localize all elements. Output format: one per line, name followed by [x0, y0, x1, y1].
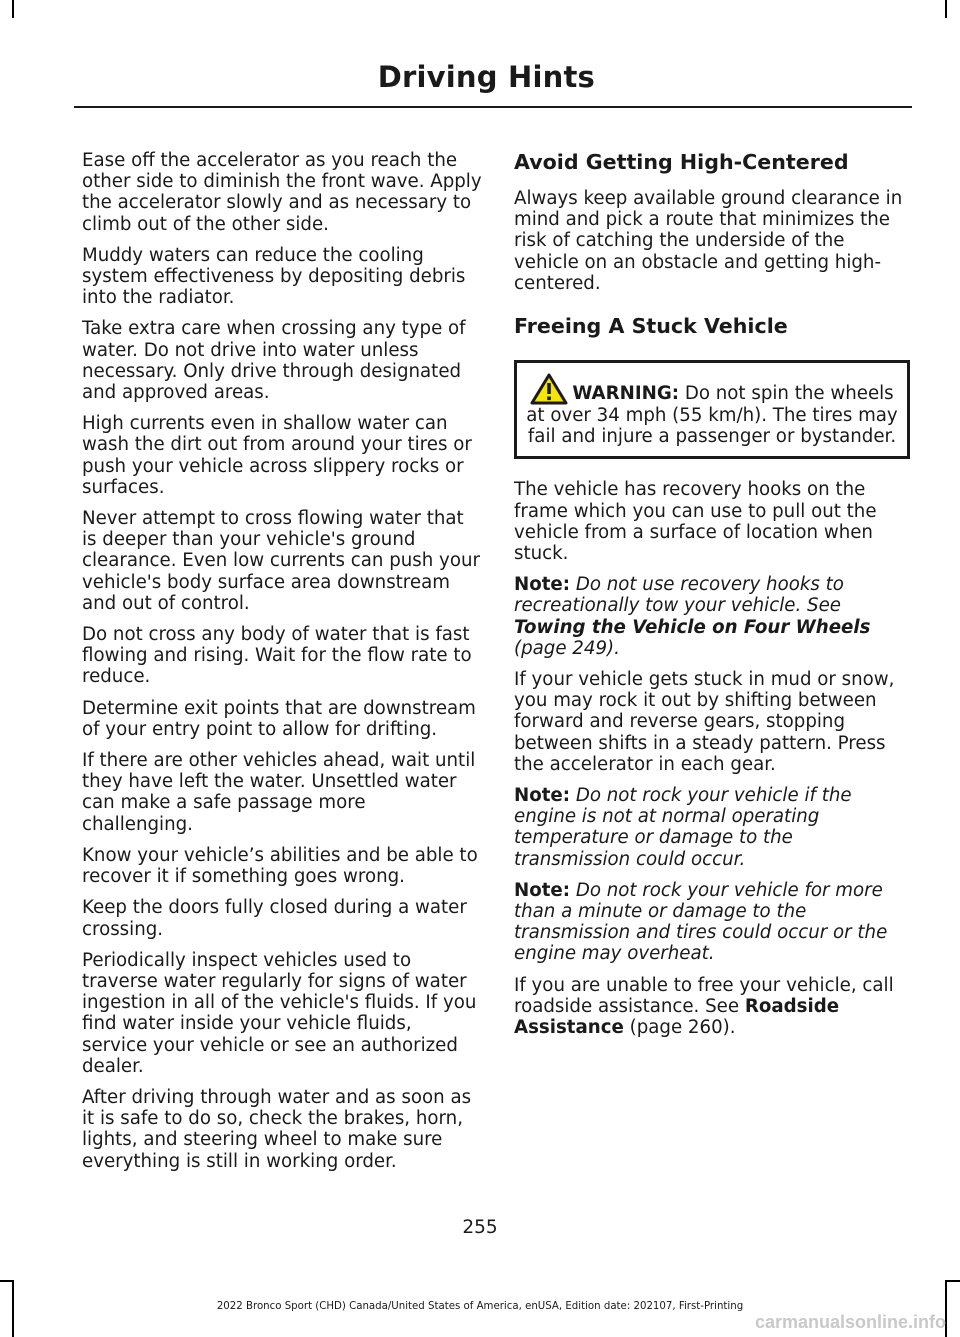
crop-mark-top-left [12, 0, 14, 18]
note-label: Note: [514, 879, 571, 901]
paragraph: Determine exit points that are downstream of your entry point to allow for drifting. [82, 697, 476, 740]
paragraph: Ease off the accelerator as you reach the other side to diminish the front wave. Apply the accelerator slowly and as necessary to climb out of the other side. [82, 150, 482, 235]
paragraph: After driving through water and as soon as it is safe to do so, check the brakes, horn, lights, and steering wheel to make sure everything is still in working order. [82, 1086, 472, 1172]
page-reference: (page 249). [514, 637, 620, 659]
paragraph: Muddy waters can reduce the cooling system effectiveness by depositing debris into the radiator. [82, 244, 466, 309]
paragraph: If your vehicle gets stuck in mud or snow, you may rock it out by shifting between forward and reverse gears, stopping between shifts in a steady pattern. Press the accelerator in each gear. [514, 669, 895, 775]
paragraph-text: If you are unable to free your vehicle, call roadside assistance. See [514, 974, 894, 1017]
warning-triangle-icon [530, 373, 568, 405]
page-title: Driving Hints [377, 60, 595, 94]
paragraph: If there are other vehicles ahead, wait until they have left the water. Unsettled water can make a safe passage more challenging. [82, 750, 476, 835]
note-label: Note: [514, 574, 571, 596]
footer-edition-info: 2022 Bronco Sport (CHD) Canada/United States of America, enUSA, Edition date: 202107, First-Printing [216, 1301, 744, 1312]
warning-text: Do not spin the wheels at over 34 mph (55 km/h). The tires may fail and injure a passenger or bystander. [526, 383, 898, 448]
paragraph: The vehicle has recovery hooks on the frame which you can use to pull out the vehicle from a surface of location when stuck. [514, 479, 877, 565]
note [514, 880, 910, 965]
page-number: 255 [462, 1217, 498, 1238]
cross-reference-link[interactable]: Roadside Assistance [514, 995, 840, 1039]
paragraph: Do not cross any body of water that is fast flowing and rising. Wait for the flow rate to reduce. [82, 624, 472, 688]
note [514, 785, 910, 870]
paragraph [514, 975, 910, 1039]
paragraph: Keep the doors fully closed during a water crossing. [82, 897, 467, 940]
header-divider [74, 106, 912, 108]
crop-mark-bottom-left-h [0, 1280, 14, 1282]
paragraph: High currents even in shallow water can wash the dirt out from around your tires or push your vehicle across slippery rocks or surfaces. [82, 413, 472, 498]
note-text: Do not rock your vehicle for more than a minute or damage to the transmission and tires could occur or the engine may overheat. [514, 879, 888, 965]
crop-mark-bottom-right-h [945, 1280, 960, 1282]
note-label: Note: [514, 785, 571, 807]
section-heading-stuck-vehicle: Freeing A Stuck Vehicle [514, 314, 788, 339]
warning-box [514, 360, 910, 459]
cross-reference-link[interactable]: Towing the Vehicle on Four Wheels [514, 616, 871, 638]
section-heading-high-centered: Avoid Getting High-Centered [514, 150, 849, 174]
page-reference: (page 260). [629, 1017, 736, 1039]
note [514, 574, 910, 659]
paragraph: Periodically inspect vehicles used to traverse water regularly for signs of water ingestion in all of the vehicle's fluids. If you find water inside your vehicle fluids, service your vehicle or see an authorized dealer. [82, 949, 477, 1077]
crop-mark-top-right [945, 0, 947, 18]
paragraph: Never attempt to cross flowing water that is deeper than your vehicle's ground clearance. Even low currents can push your vehicle's body surface area downstream and out of control. [82, 508, 480, 614]
left-column [82, 150, 482, 1182]
watermark: carmanualsonline.info [754, 1312, 946, 1332]
paragraph: Always keep available ground clearance in mind and pick a route that minimizes the risk of catching the underside of the vehicle on an obstacle and getting high-centered. [514, 188, 903, 294]
warning-label: WARNING: [572, 383, 680, 405]
note-text: Do not use recovery hooks to recreationally tow your vehicle. See [514, 574, 844, 617]
paragraph: Know your vehicle’s abilities and be able to recover it if something goes wrong. [82, 844, 478, 888]
paragraph: Take extra care when crossing any type of water. Do not drive into water unless necessary. Only drive through designated and approved areas. [82, 318, 466, 404]
note-text: Do not rock your vehicle if the engine is not at normal operating temperature or damage to the transmission could occur. [514, 785, 852, 870]
right-column [514, 150, 910, 1048]
